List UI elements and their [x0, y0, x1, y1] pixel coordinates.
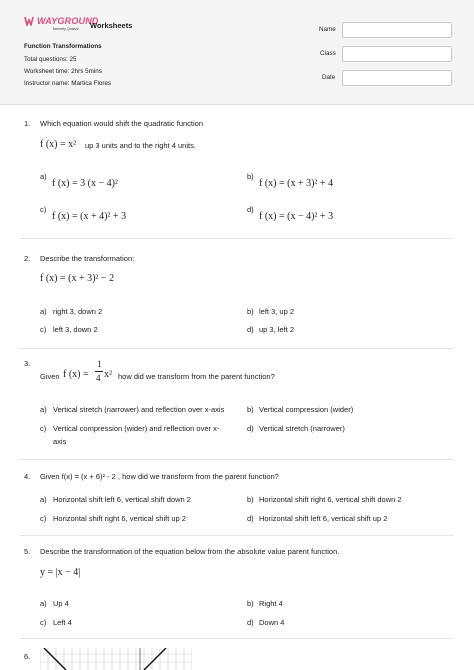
class-field[interactable] — [342, 46, 452, 62]
equation-rhs: x² — [104, 369, 112, 380]
question-prompt: Describe the transformation: — [40, 254, 135, 263]
option-a-letter[interactable]: a) — [40, 172, 47, 181]
option-d-letter[interactable]: d) — [247, 514, 254, 523]
option-b-letter[interactable]: b) — [247, 172, 254, 181]
option-d-text[interactable]: Horizontal shift left 6, vertical shift up 2 — [259, 514, 388, 523]
divider — [20, 535, 454, 536]
option-c-text[interactable]: Vertical compression (wider) and reflection over x- — [53, 424, 220, 433]
question-number: 4. — [24, 472, 31, 481]
logo-subtext: formerly Quizizz — [53, 27, 79, 31]
date-field[interactable] — [342, 70, 452, 86]
option-d-text[interactable]: up 3, left 2 — [259, 325, 295, 334]
question-prompt: Describe the transformation of the equation below from the absolute value parent function. — [40, 547, 340, 556]
option-c-letter[interactable]: c) — [40, 514, 47, 523]
equation-lhs: f (x) = — [63, 369, 89, 380]
option-c-letter[interactable]: c) — [40, 424, 47, 433]
option-d-letter[interactable]: d) — [247, 205, 254, 214]
wayground-logo-icon — [24, 16, 36, 26]
question-number: 5. — [24, 547, 31, 556]
total-questions: Total questions: 25 — [24, 56, 77, 63]
option-a-text[interactable]: f (x) = 3 (x − 4)² — [52, 178, 118, 189]
date-label: Date — [322, 74, 336, 81]
option-b-letter[interactable]: b) — [247, 495, 254, 504]
instructor-name: Instructor name: Martica Flores — [24, 80, 112, 87]
worksheet-header — [0, 0, 474, 105]
option-b-text[interactable]: Right 4 — [259, 599, 283, 608]
fraction-numerator: 1 — [97, 359, 102, 369]
option-b-text[interactable]: Horizontal shift right 6, vertical shift down 2 — [259, 495, 402, 504]
question-number: 2. — [24, 254, 31, 263]
question-number: 3. — [24, 359, 31, 368]
option-a-text[interactable]: Horizontal shift left 6, vertical shift down 2 — [53, 495, 191, 504]
option-b-text[interactable]: f (x) = (x + 3)² + 4 — [259, 178, 334, 189]
option-c-text[interactable]: Horizontal shift right 6, vertical shift up 2 — [53, 514, 186, 523]
divider — [20, 348, 454, 349]
question-prompt-tail: how did we transform from the parent function? — [118, 372, 275, 381]
option-d-letter[interactable]: d) — [247, 325, 254, 334]
question-prompt: Given f(x) = (x + 6)² - 2 , how did we transform from the parent function? — [40, 472, 279, 481]
option-a-text[interactable]: Vertical stretch (narrower) and reflection over x-axis — [53, 405, 225, 414]
option-d-text[interactable]: Down 4 — [259, 618, 285, 627]
question-prompt-tail: up 3 units and to the right 4 units. — [85, 141, 196, 150]
option-c-text[interactable]: f (x) = (x + 4)² + 3 — [52, 211, 127, 222]
option-d-letter[interactable]: d) — [247, 618, 254, 627]
option-c-text[interactable]: left 3, down 2 — [53, 325, 98, 334]
option-b-text[interactable]: Vertical compression (wider) — [259, 405, 354, 414]
option-c-letter[interactable]: c) — [40, 618, 47, 627]
worksheet-name: Function Transformations — [24, 43, 102, 50]
option-c-letter[interactable]: c) — [40, 325, 47, 334]
name-label: Name — [319, 26, 336, 33]
option-c-text[interactable]: Left 4 — [53, 618, 72, 627]
class-label: Class — [320, 50, 336, 57]
question-number: 6. — [24, 652, 31, 661]
fraction-denominator: 4 — [96, 373, 101, 383]
option-a-letter[interactable]: a) — [40, 495, 47, 504]
option-c-letter[interactable]: c) — [40, 205, 47, 214]
option-d-text[interactable]: Vertical stretch (narrower) — [259, 424, 345, 433]
option-a-text[interactable]: right 3, down 2 — [53, 307, 103, 316]
option-b-letter[interactable]: b) — [247, 307, 254, 316]
question-prompt-pre: Given — [40, 372, 60, 381]
divider — [20, 638, 454, 639]
question-prompt: Which equation would shift the quadratic function — [40, 119, 204, 128]
option-b-text[interactable]: left 3, up 2 — [259, 307, 295, 316]
divider — [20, 459, 454, 460]
option-a-letter[interactable]: a) — [40, 405, 47, 414]
question-number: 1. — [24, 119, 31, 128]
name-field[interactable] — [342, 22, 452, 38]
option-d-letter[interactable]: d) — [247, 424, 254, 433]
question-equation: f (x) = x² — [40, 139, 77, 150]
option-b-letter[interactable]: b) — [247, 599, 254, 608]
question-equation: y = |x − 4| — [40, 567, 81, 578]
option-a-text[interactable]: Up 4 — [53, 599, 69, 608]
option-a-letter[interactable]: a) — [40, 307, 47, 316]
header-title: Worksheets — [90, 21, 133, 30]
worksheet-time: Worksheet time: 2hrs 5mins — [24, 68, 102, 75]
divider — [20, 238, 454, 239]
option-d-text[interactable]: f (x) = (x − 4)² + 3 — [259, 211, 334, 222]
option-a-letter[interactable]: a) — [40, 599, 47, 608]
question-graph — [40, 648, 192, 670]
option-c-text-cont[interactable]: axis — [53, 437, 67, 446]
logo-text: WAYGROUND — [37, 16, 99, 26]
option-b-letter[interactable]: b) — [247, 405, 254, 414]
question-equation: f (x) = (x + 3)² − 2 — [40, 273, 115, 284]
fraction-bar — [95, 371, 103, 372]
